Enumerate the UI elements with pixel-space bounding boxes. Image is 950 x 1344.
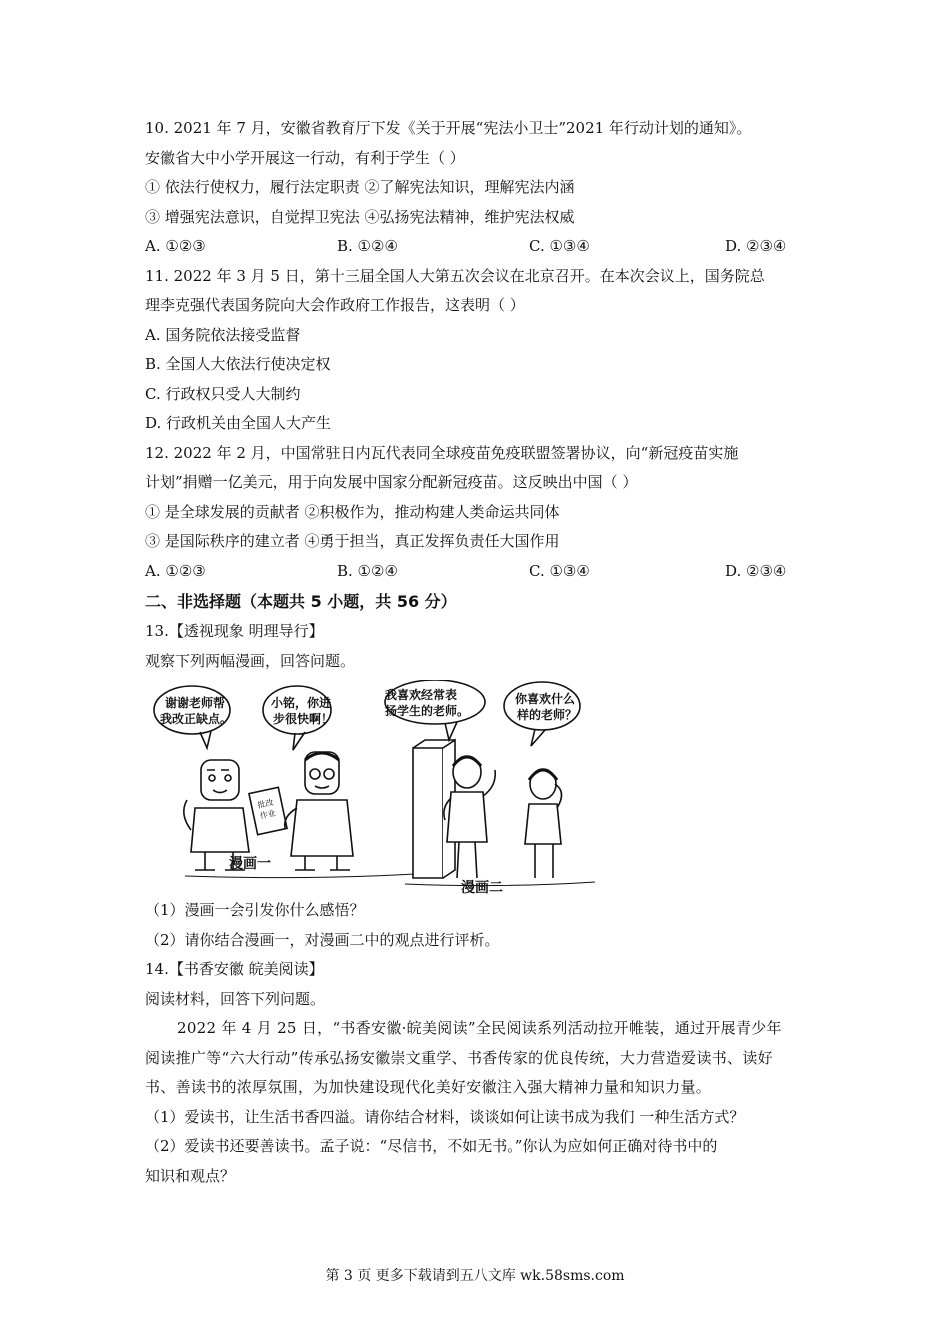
q14-intro: 阅读材料，回答下列问题。	[145, 989, 326, 1008]
q12-option-a[interactable]: A. ①②③	[145, 561, 206, 580]
comic1-paper-line1: 批改	[256, 797, 275, 810]
q13-intro: 观察下列两幅漫画，回答问题。	[145, 651, 356, 670]
q10-line2: 安徽省大中小学开展这一行动，有利于学生（ ）	[145, 148, 465, 167]
q12-options	[145, 557, 825, 587]
q11-line2: 理李克强代表国务院向大会作政府工作报告，这表明（ ）	[145, 296, 525, 314]
q12-item2: ③ 是国际秩序的建立者 ④勇于担当，真正发挥负责任大国作用	[145, 532, 560, 550]
comic1-bubble-left-line2: 我改正缺点。	[160, 712, 233, 726]
q10-option-d[interactable]: D. ②③④	[725, 237, 787, 255]
q12-line2: 计划”捐赠一亿美元，用于向发展中国家分配新冠疫苗。这反映出中国（ ）	[145, 473, 638, 491]
q13-sub1: （1）漫画一会引发你什么感悟？	[145, 901, 365, 919]
q10-option-c[interactable]: C. ①③④	[529, 237, 590, 255]
comics-illustration	[145, 680, 605, 894]
q12-option-b[interactable]: B. ①②④	[337, 561, 398, 580]
q12-line1: 12. 2022 年 2 月，中国常驻日内瓦代表同全球疫苗免疫联盟签署协议，向“新冠疫苗实施	[145, 443, 739, 462]
q10-line1: 10. 2021 年 7 月，安徽省教育厅下发《关于开展“宪法小卫士”2021 年行动计划的通知》。	[145, 119, 752, 137]
comic1-bubble-right	[263, 686, 334, 734]
q12-option-d[interactable]: D. ②③④	[725, 561, 787, 580]
q11-option-c[interactable]: C. 行政权只受人大制约	[145, 384, 301, 403]
comic1-bubble-left-line1: 谢谢老师帮	[165, 696, 226, 710]
page-footer: 第 3 页 更多下载请到五八文库 wk.58sms.com	[325, 1268, 625, 1284]
comic2-caption: 漫画二	[461, 880, 503, 894]
q10-option-b[interactable]: B. ①②④	[337, 237, 398, 255]
q10-option-a[interactable]: A. ①②③	[145, 237, 206, 255]
q14-material: 2022 年 4 月 25 日，“书香安徽·皖美阅读”全民阅读系列活动拉开帷装，通过开展青少年阅读推广等“六大行动”传承弘扬安徽崇文重学、书香传家的优良传统，大力营造爱读书、读好书、善读书的浓厚氛围，为加快建设现代化美好安徽注入强大精神力量和知识力量。	[145, 1019, 782, 1096]
q14-sub1: （1）爱读书，让生活书香四溢。请你结合材料，谈谈如何让读书成为我们 一种生活方式？	[145, 1107, 745, 1126]
q11-option-a[interactable]: A. 国务院依法接受监督	[145, 325, 301, 344]
q13-title: 13.【透视现象 明理导行】	[145, 622, 324, 640]
q11-option-b[interactable]: B. 全国人大依法行使决定权	[145, 355, 331, 373]
exam-page	[145, 114, 825, 1191]
q10-options	[145, 232, 825, 262]
q10-item1: ① 依法行使权力，履行法定职责 ②了解宪法知识，理解宪法内涵	[145, 178, 575, 196]
comic1-paper-line2: 作业	[258, 808, 277, 821]
q14-sub2-line1: （2）爱读书还要善读书。孟子说：“尽信书，不如无书。”你认为应如何正确对待书中的	[145, 1137, 718, 1155]
section-heading: 二、非选择题（本题共 5 小题，共 56 分）	[145, 592, 457, 611]
comic2-bubble-right-line2: 样的老师？	[517, 708, 578, 722]
comic2-bubble-right-line1: 你喜欢什么	[515, 692, 576, 706]
q10-item2: ③ 增强宪法意识，自觉捍卫宪法 ④弘扬宪法精神，维护宪法权威	[145, 207, 575, 226]
comic2-bubble-right	[504, 682, 580, 730]
comic2-bubble-left-line2: 扬学生的老师。	[385, 704, 470, 718]
q11-option-d[interactable]: D. 行政机关由全国人大产生	[145, 414, 332, 432]
comics-figure	[145, 680, 825, 894]
comic1-bubble-right-line2: 步很快啊！	[273, 712, 334, 726]
comic2-pillar	[413, 748, 443, 878]
comic2-bubble-left-line1: 我喜欢经常表	[385, 688, 458, 702]
q14-title: 14.【书香安徽 皖美阅读】	[145, 960, 324, 978]
q11-line1: 11. 2022 年 3 月 5 日，第十三届全国人大第五次会议在北京召开。在本次会议上，国务院总	[145, 266, 765, 285]
q13-sub2: （2）请你结合漫画一，对漫画二中的观点进行评析。	[145, 930, 500, 949]
comic1-caption: 漫画一	[229, 856, 271, 872]
comic1-bubble-left	[154, 686, 233, 734]
q12-item1: ① 是全球发展的贡献者 ②积极作为，推动构建人类命运共同体	[145, 502, 560, 521]
comic1-bubble-right-line1: 小铭，你进	[271, 696, 332, 710]
q14-sub2-line2: 知识和观点？	[145, 1166, 236, 1185]
q12-option-c[interactable]: C. ①③④	[529, 561, 590, 580]
